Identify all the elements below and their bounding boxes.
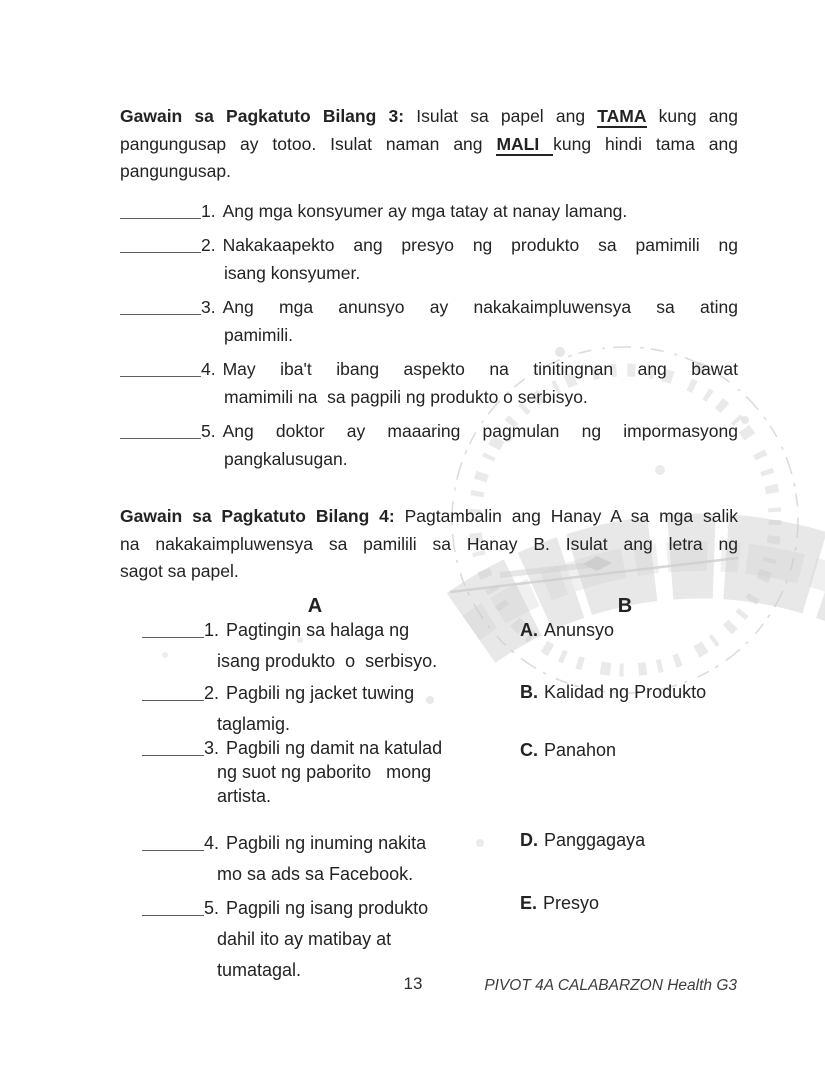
item-text: Pagtingin sa halaga ng [226, 620, 410, 640]
item-text: Ang mga anunsyo ay nakakaimpluwensya sa ating [222, 296, 738, 317]
option-letter: E. [520, 893, 538, 913]
instruction-text: Pagtambalin ang Hanay A sa mga salik [394, 506, 738, 526]
item-continuation-line: artista. [217, 786, 272, 806]
keyword-mali: MALI [496, 133, 554, 154]
matching-column-b [520, 0, 780, 1075]
item-number: 4. [204, 833, 220, 853]
item-number: 3. [204, 738, 220, 758]
answer-blank[interactable] [142, 837, 204, 851]
matching-item [142, 893, 494, 986]
option-text: Kalidad ng Produkto [544, 682, 707, 702]
option-letter: A. [520, 620, 538, 640]
item-number: 1. [204, 620, 220, 640]
item-number: 2. [201, 234, 216, 255]
matching-option [520, 740, 616, 761]
instruction-line: na nakakaimpluwensya sa pamilili sa Hanay B. Isulat ang letra ng [120, 533, 738, 554]
keyword-tama: TAMA [597, 106, 647, 126]
answer-blank[interactable] [142, 742, 204, 756]
item-text: Pagbili ng inuming nakita [226, 833, 427, 853]
matching-option [520, 893, 599, 914]
instruction-line: pangungusap. [120, 161, 231, 181]
matching-item [142, 678, 494, 740]
answer-blank[interactable] [142, 624, 204, 638]
item-number: 5. [204, 898, 220, 918]
instruction-text: pangungusap ay totoo. Isulat naman ang [120, 133, 497, 154]
matching-item [142, 828, 494, 890]
option-text: Anunsyo [544, 620, 615, 640]
item-number: 3. [201, 296, 216, 317]
item-continuation-line: isang konsyumer. [224, 262, 361, 283]
option-letter: B. [520, 682, 538, 702]
column-a-header: A [307, 594, 323, 617]
matching-item [142, 736, 494, 808]
item-number: 5. [201, 420, 216, 441]
item-number: 4. [201, 358, 216, 379]
item-number: 1. [201, 200, 216, 221]
instruction-line: sagot sa papel. [120, 561, 239, 581]
matching-option [520, 682, 706, 703]
item-continuation-line: taglamig. [217, 714, 291, 734]
item-text: May iba't ibang aspekto na tinitingnan ang bawat [222, 358, 738, 379]
activity-title: Gawain sa Pagkatuto Bilang 3: [120, 106, 405, 126]
item-first-line [142, 828, 494, 859]
item-text: Pagbili ng damit na katulad [226, 738, 443, 758]
item-continuation-line: ng suot ng paborito mong [217, 762, 432, 782]
item-number: 2. [204, 683, 220, 703]
answer-blank[interactable] [142, 687, 204, 701]
item-continuation-line: pangkalusugan. [224, 448, 348, 469]
instruction-text: Isulat sa papel ang [404, 106, 598, 126]
option-text: Panggagaya [544, 830, 646, 850]
matching-option [520, 620, 614, 641]
page-number: 13 [403, 974, 423, 993]
item-text: Pagpili ng isang produkto [226, 898, 429, 918]
matching-item [142, 615, 494, 677]
option-letter: C. [520, 740, 538, 760]
item-text: Ang doktor ay maaaring pagmulan ng impormasyong [222, 420, 738, 441]
option-text: Panahon [544, 740, 617, 760]
item-text: Nakakaapekto ang presyo ng produkto sa pamimili ng [222, 234, 738, 255]
matching-column-a [142, 0, 494, 1075]
instruction-text: kung hindi tama ang [553, 133, 738, 154]
column-b-header: B [617, 594, 633, 617]
item-continuation-line: dahil ito ay matibay at [217, 929, 392, 949]
item-first-line [142, 893, 494, 924]
instruction-text: kung ang [646, 106, 738, 126]
item-continuation-line: mo sa ads sa Facebook. [217, 864, 414, 884]
activity-title: Gawain sa Pagkatuto Bilang 4: [120, 506, 395, 526]
item-continuation-line: tumatagal. [217, 960, 302, 980]
item-text: Pagbili ng jacket tuwing [226, 683, 415, 703]
item-first-line [142, 736, 494, 760]
item-continuation-line: isang produkto o serbisyo. [217, 651, 438, 671]
item-text: Ang mga konsyumer ay mga tatay at nanay lamang. [222, 200, 628, 221]
item-continuation-line: mamimili na sa pagpili ng produkto o serbisyo. [224, 386, 588, 407]
matching-option [520, 830, 645, 851]
option-letter: D. [520, 830, 538, 850]
answer-blank[interactable] [142, 902, 204, 916]
item-first-line [142, 615, 494, 646]
item-first-line [142, 678, 494, 709]
item-continuation-line: pamimili. [224, 324, 294, 345]
module-footer-label: PIVOT 4A CALABARZON Health G3 [484, 977, 737, 994]
option-text: Presyo [543, 893, 600, 913]
